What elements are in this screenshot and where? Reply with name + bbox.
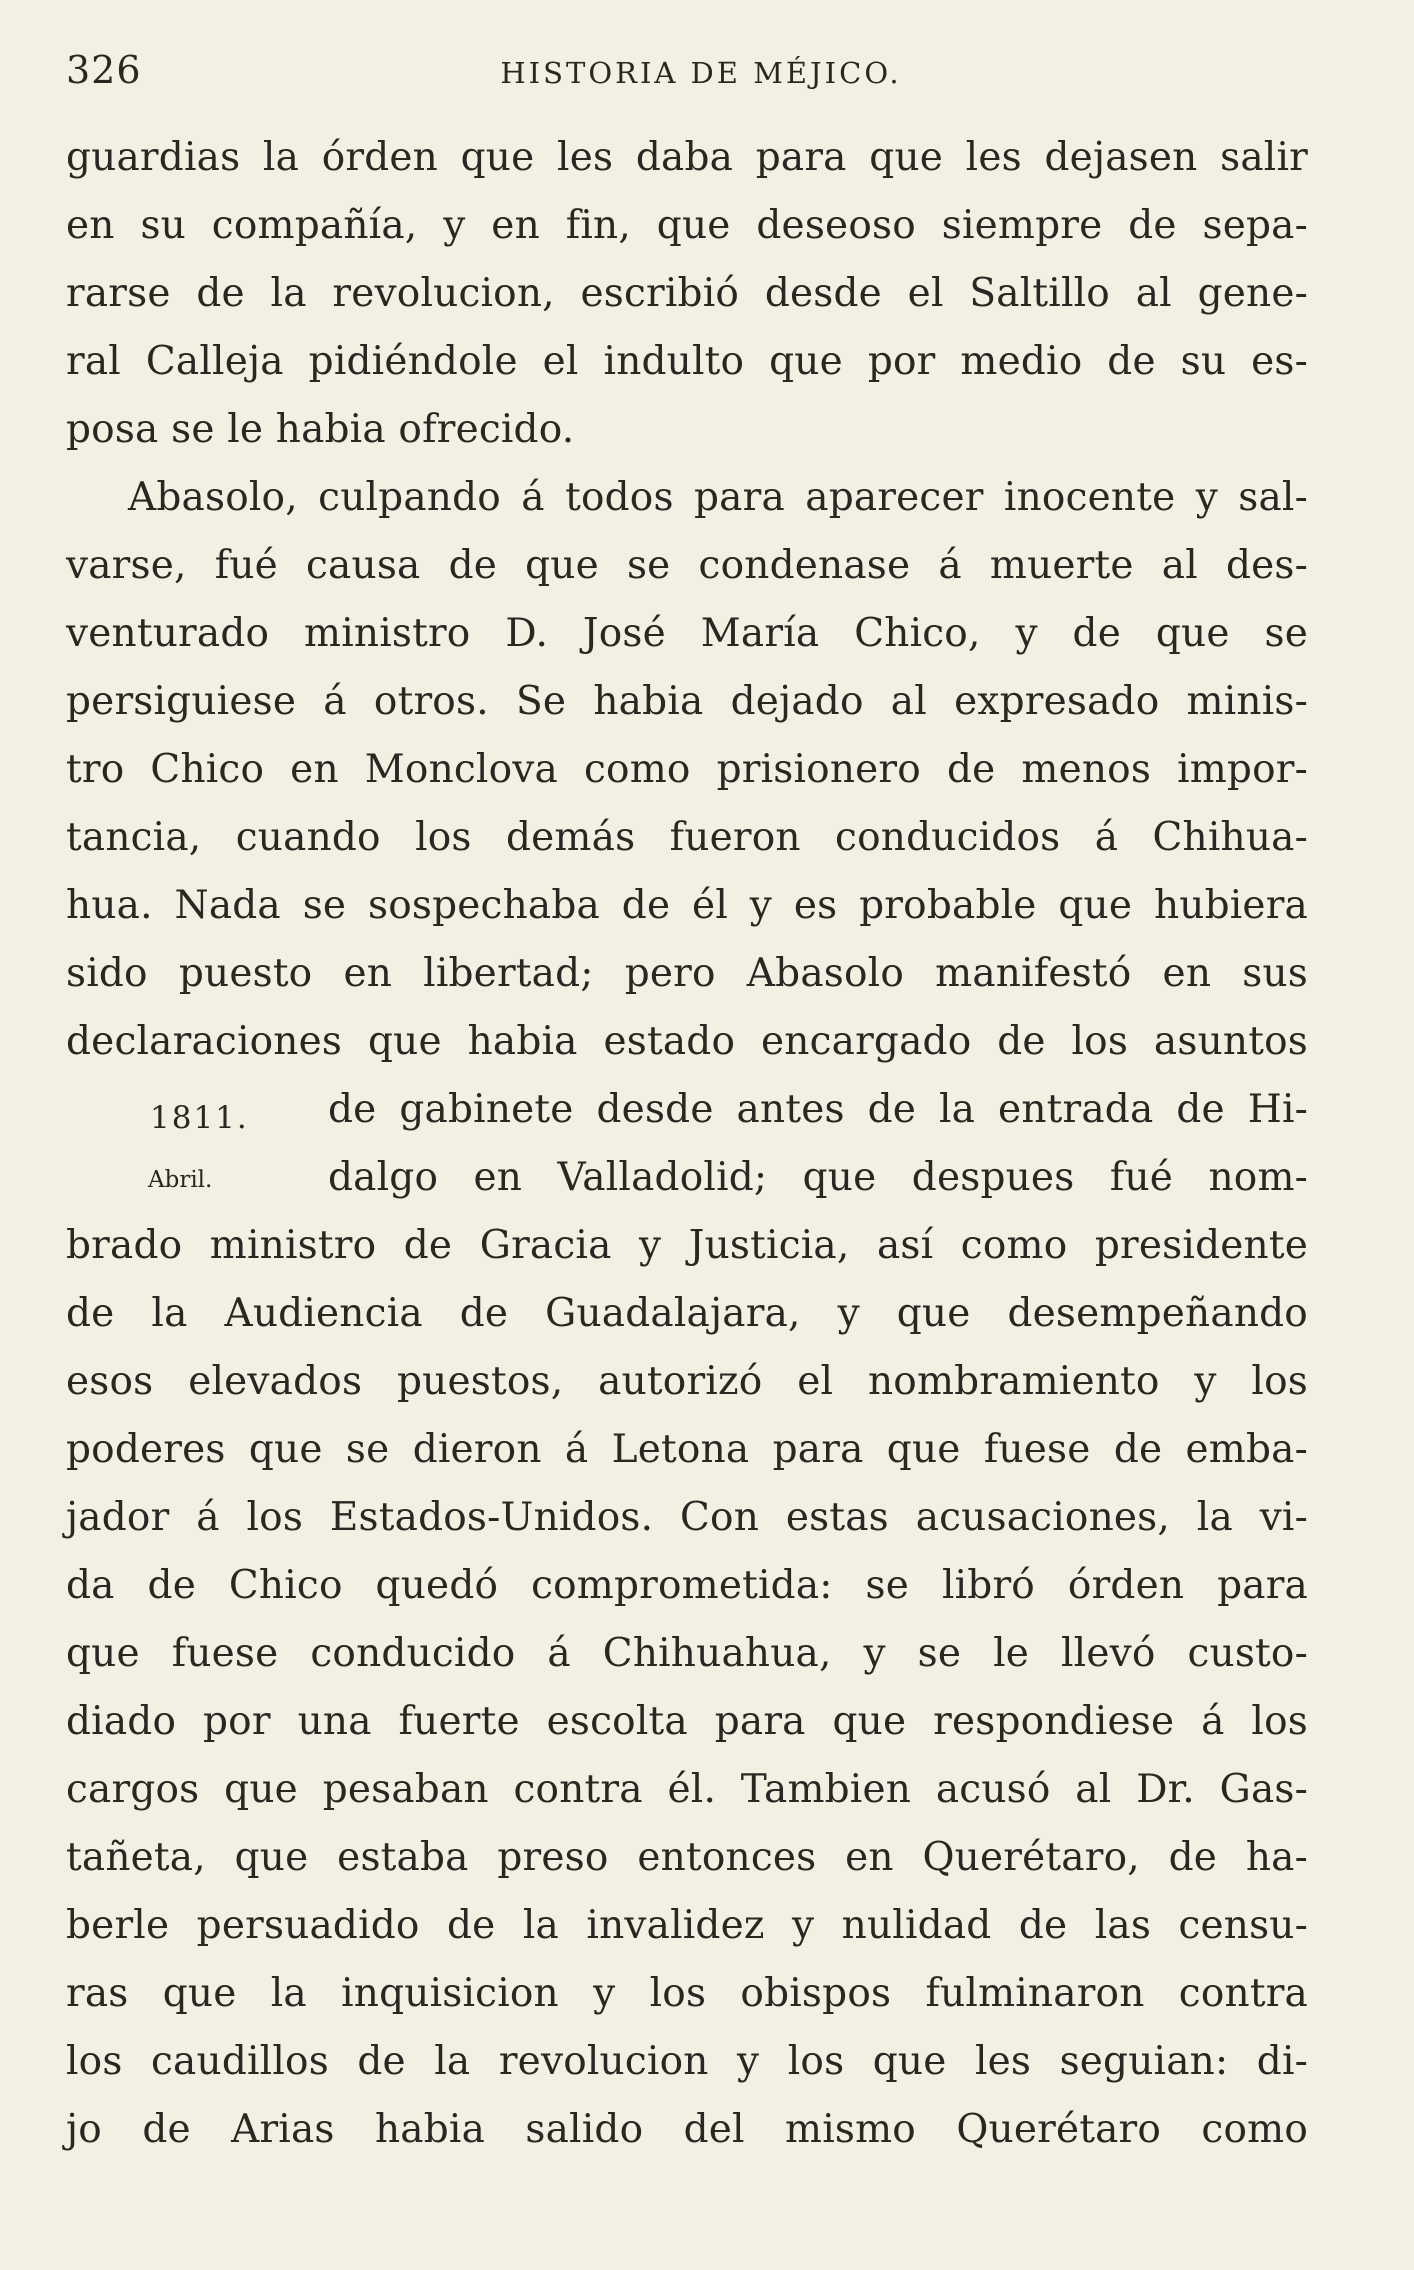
text-line: que fuese conducido á Chihuahua, y se le llevó custo- (66, 1631, 1308, 1676)
text-line: jo de Arias habia salido del mismo Querétaro como (66, 2107, 1308, 2152)
text-line: declaraciones que habia estado encargado de los asuntos (66, 1019, 1308, 1064)
text-line: ras que la inquisicion y los obispos fulminaron contra (66, 1971, 1308, 2016)
text-line: guardias la órden que les daba para que les dejasen salir (66, 135, 1308, 180)
paragraph-first-line: Abasolo, culpando á todos para aparecer inocente y sal- (128, 475, 1308, 520)
text-line: de gabinete desde antes de la entrada de Hi- (328, 1087, 1308, 1132)
text-line: diado por una fuerte escolta para que respondiese á los (66, 1699, 1308, 1744)
text-line: esos elevados puestos, autorizó el nombramiento y los (66, 1359, 1308, 1404)
text-line: de la Audiencia de Guadalajara, y que desempeñando (66, 1291, 1308, 1336)
text-line: dalgo en Valladolid; que despues fué nom- (328, 1155, 1308, 1200)
text-line: da de Chico quedó comprometida: se libró órden para (66, 1563, 1308, 1608)
text-line: los caudillos de la revolucion y los que les seguian: di- (66, 2039, 1308, 2084)
text-line: berle persuadido de la invalidez y nulidad de las censu- (66, 1903, 1308, 1948)
margin-note-month: Abril. (148, 1167, 213, 1193)
text-line: tañeta, que estaba preso entonces en Querétaro, de ha- (66, 1835, 1308, 1880)
text-line: persiguiese á otros. Se habia dejado al expresado minis- (66, 679, 1308, 724)
text-line: jador á los Estados-Unidos. Con estas acusaciones, la vi- (66, 1495, 1308, 1540)
text-line: hua. Nada se sospechaba de él y es probable que hubiera (66, 883, 1308, 928)
text-line: varse, fué causa de que se condenase á muerte al des- (66, 543, 1308, 588)
page-number: 326 (66, 48, 142, 92)
text-line: tancia, cuando los demás fueron conducidos á Chihua- (66, 815, 1308, 860)
text-line: ral Calleja pidiéndole el indulto que por medio de su es- (66, 339, 1308, 384)
text-line: poderes que se dieron á Letona para que fuese de emba- (66, 1427, 1308, 1472)
running-title: HISTORIA DE MÉJICO. (500, 56, 902, 90)
margin-note-year: 1811. (150, 1100, 249, 1136)
text-line: posa se le habia ofrecido. (66, 407, 575, 452)
text-line: rarse de la revolucion, escribió desde el Saltillo al gene- (66, 271, 1308, 316)
text-line: sido puesto en libertad; pero Abasolo manifestó en sus (66, 951, 1308, 996)
page-header (66, 48, 1336, 108)
text-line: cargos que pesaban contra él. Tambien acusó al Dr. Gas- (66, 1767, 1308, 1812)
text-line: brado ministro de Gracia y Justicia, así como presidente (66, 1223, 1308, 1268)
text-line: en su compañía, y en fin, que deseoso siempre de sepa- (66, 203, 1308, 248)
text-line: venturado ministro D. José María Chico, y de que se (66, 611, 1308, 656)
text-line: tro Chico en Monclova como prisionero de menos impor- (66, 747, 1308, 792)
